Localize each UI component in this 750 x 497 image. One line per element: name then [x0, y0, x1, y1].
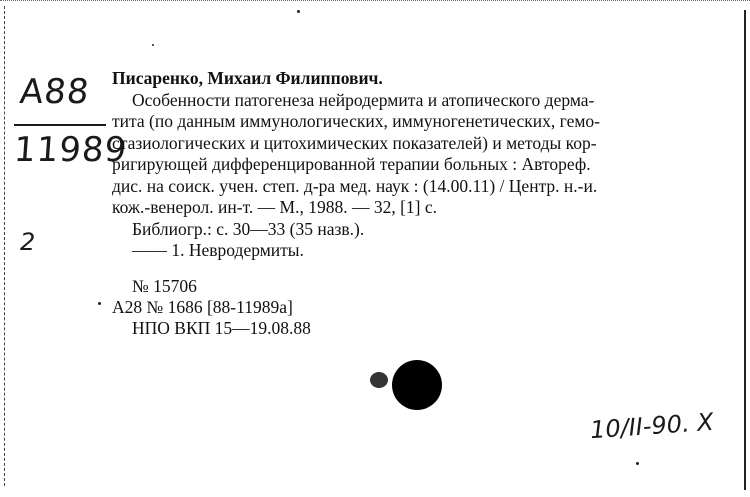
description-line: Особенности патогенеза нейродермита и атопического дерма-: [132, 89, 595, 110]
speck: [152, 44, 154, 46]
description-line: кож.-венерол. ин-т. — М., 1988. — 32, [1] с.: [112, 197, 438, 217]
catalog-entry: [112, 68, 712, 262]
bibliography-note: Библиогр.: с. 30—33 (35 назв.).: [132, 218, 365, 239]
speck: [98, 302, 101, 305]
shelf-mark-divider: [14, 124, 106, 126]
npo-line: НПО ВКП 15—19.08.88: [132, 318, 311, 338]
registration-block: [112, 276, 311, 339]
subject-heading: —— 1. Невродермиты.: [132, 240, 304, 260]
description-line: тита (по данным иммунологических, иммуногенетических, гемо-: [112, 111, 601, 131]
shelf-mark-top: A88: [17, 72, 92, 112]
card-top-edge: [0, 0, 750, 2]
card-number: № 15706: [132, 276, 197, 296]
description-line: стазиологических и цитохимических показателей) и методы кор-: [112, 132, 597, 153]
description-line: ригирующей дифференцированной терапии больных : Автореф.: [112, 154, 591, 174]
card-right-edge: [743, 10, 746, 490]
description-line: дис. на соиск. учен. степ. д-ра мед. наук : (14.00.11) / Центр. н.-и.: [112, 175, 598, 196]
handwritten-date: 10/II-90. X: [589, 407, 715, 445]
speck: [297, 10, 300, 13]
ink-blot: [392, 360, 442, 410]
card-left-edge: [4, 6, 6, 486]
handwritten-mark: 2: [20, 228, 37, 256]
speck: [636, 462, 639, 465]
shelf-mark-bottom: 11989: [12, 130, 129, 170]
ink-splatter: [370, 372, 388, 388]
a28-number: А28 № 1686 [88-11989а]: [112, 297, 293, 317]
author-heading: Писаренко, Михаил Филиппович.: [112, 68, 383, 88]
